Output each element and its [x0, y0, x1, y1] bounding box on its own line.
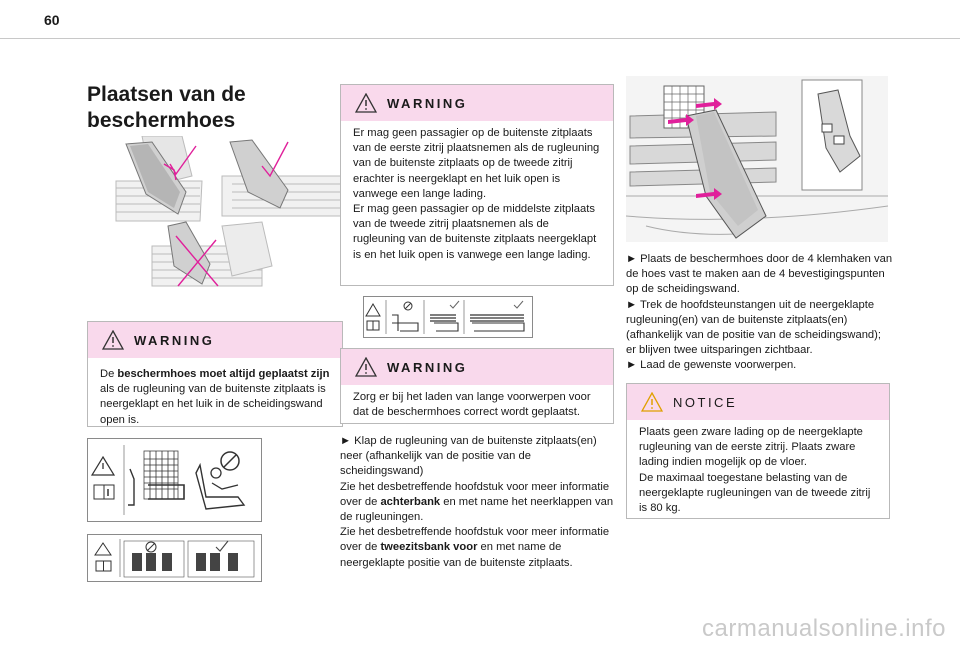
warning-triangle-icon: [92, 457, 114, 475]
section-title: [87, 82, 327, 134]
instruction-text-fold-seat: [340, 434, 616, 571]
check-mark-icon: [450, 301, 459, 308]
notice-label: NOTICE: [673, 394, 738, 410]
warning-box-long-items: [340, 348, 614, 424]
warning-label: WARNING: [387, 95, 468, 111]
manual-book-icon: [94, 485, 114, 499]
warning-text-second-row: Er mag geen passagier op de middelste zitplaats van de tweede zitrij plaatsnemen als de rugleuning van de buitenste zitplaats neergeklapt is en het luik open is vanwege een lange lading.: [353, 203, 597, 261]
prohibited-icon: [404, 302, 412, 310]
page-number: 60: [44, 12, 60, 28]
notice-header: [627, 384, 889, 420]
warning-text: [100, 367, 330, 428]
reference-rear-bench: [340, 480, 616, 526]
title-line-1: Plaatsen van de: [87, 83, 246, 106]
prohibited-icon: [146, 542, 156, 552]
manual-book-icon: [367, 321, 379, 330]
header-divider: [0, 38, 960, 39]
warning-triangle-icon: [355, 357, 377, 377]
warning-text: Zorg er bij het laden van lange voorwerpen voor dat de beschermhoes correct wordt geplaatst.: [353, 391, 591, 419]
title-line-2: beschermhoes: [87, 109, 236, 132]
warning-triangle-icon: [102, 330, 124, 350]
warning-box-cover-required: [87, 321, 343, 427]
warning-text-rest: als de rugleuning van de buitenste zitplaats is neergeklapt en het luik in de scheidingswand open is.: [100, 383, 326, 426]
warning-text-first-row: Er mag geen passagier op de buitenste zitplaats van de eerste zitrij plaatsnemen als de rugleuning van de buitenste zitplaats op de tweede zitrij erachter is neergeklapt en het luik open is vanwege een lange lading.: [353, 127, 600, 200]
cover-placement-illustration: [112, 136, 344, 296]
notice-box-load: [626, 383, 890, 519]
instruction-text-fit-cover: [626, 252, 894, 374]
check-mark-icon: [216, 541, 228, 551]
step-fold-backrest: ► Klap de rugleuning van de buitenste zitplaats(en) neer (afhankelijk van de positie van de scheidingswand): [340, 435, 597, 478]
warning-header: [341, 85, 613, 121]
warning-triangle-icon: [355, 93, 377, 113]
notice-text-heavy-load: Plaats geen zware lading op de neergeklapte rugleuning van de eerste zitrij. Plaats zware lading indien mogelijk op de vloer.: [639, 426, 863, 469]
warning-label: WARNING: [387, 359, 468, 375]
warning-triangle-icon: [641, 392, 663, 412]
pictogram-panel-footwell: [87, 534, 262, 582]
step-remove-headrest-rods: ► Trek de hoofdsteunstangen uit de neergeklapte rugleuning(en) van de buitenste zitplaats(en) (afhankelijk van de positie van de scheidingswand); er blijven twee uitsparingen zichtbaar.: [626, 298, 881, 357]
reference-front-bench-prefix: Zie het desbetreffende hoofdstuk voor meer informatie over de: [340, 526, 610, 554]
reference-rear-bench-suffix: en met name het neerklappen van de rugleuningen.: [340, 495, 614, 524]
warning-label: WARNING: [134, 332, 215, 348]
check-mark-icon: [514, 301, 523, 308]
warning-header: [88, 322, 342, 358]
warning-header: [341, 349, 613, 385]
step-attach-cover: ► Plaats de beschermhoes door de 4 klemhaken van de hoes vast te maken aan de 4 bevestigingspunten op de scheidingswand.: [626, 253, 893, 296]
pictogram-panel-lashing: [363, 296, 533, 338]
reference-front-bench-bold: tweezitsbank voor: [380, 541, 478, 554]
reference-front-bench: [340, 525, 616, 571]
manual-book-icon: [96, 561, 111, 571]
watermark: carmanualsonline.info: [702, 615, 946, 642]
warning-triangle-icon: [366, 304, 380, 316]
warning-text-bold: beschermhoes moet altijd geplaatst zijn: [117, 368, 330, 380]
reference-rear-bench-prefix: Zie het desbetreffende hoofdstuk voor meer informatie over de: [340, 480, 610, 508]
step-load-items: ► Laad de gewenste voorwerpen.: [626, 359, 797, 372]
warning-triangle-icon: [95, 543, 111, 555]
pictogram-panel-seat: [87, 438, 262, 522]
notice-text-max-load: De maximaal toegestane belasting van de neergeklapte rugleuningen van de tweede zitrij is 80 kg.: [639, 471, 871, 515]
warning-text-prefix: De: [100, 368, 118, 380]
cover-attachment-illustration: [626, 76, 888, 242]
prohibited-icon: [221, 452, 239, 470]
reference-rear-bench-bold: achterbank: [380, 495, 441, 508]
reference-front-bench-suffix: en met name de neergeklapte positie van de buitenste zitplaats.: [340, 541, 573, 569]
warning-box-passenger: [340, 84, 614, 286]
